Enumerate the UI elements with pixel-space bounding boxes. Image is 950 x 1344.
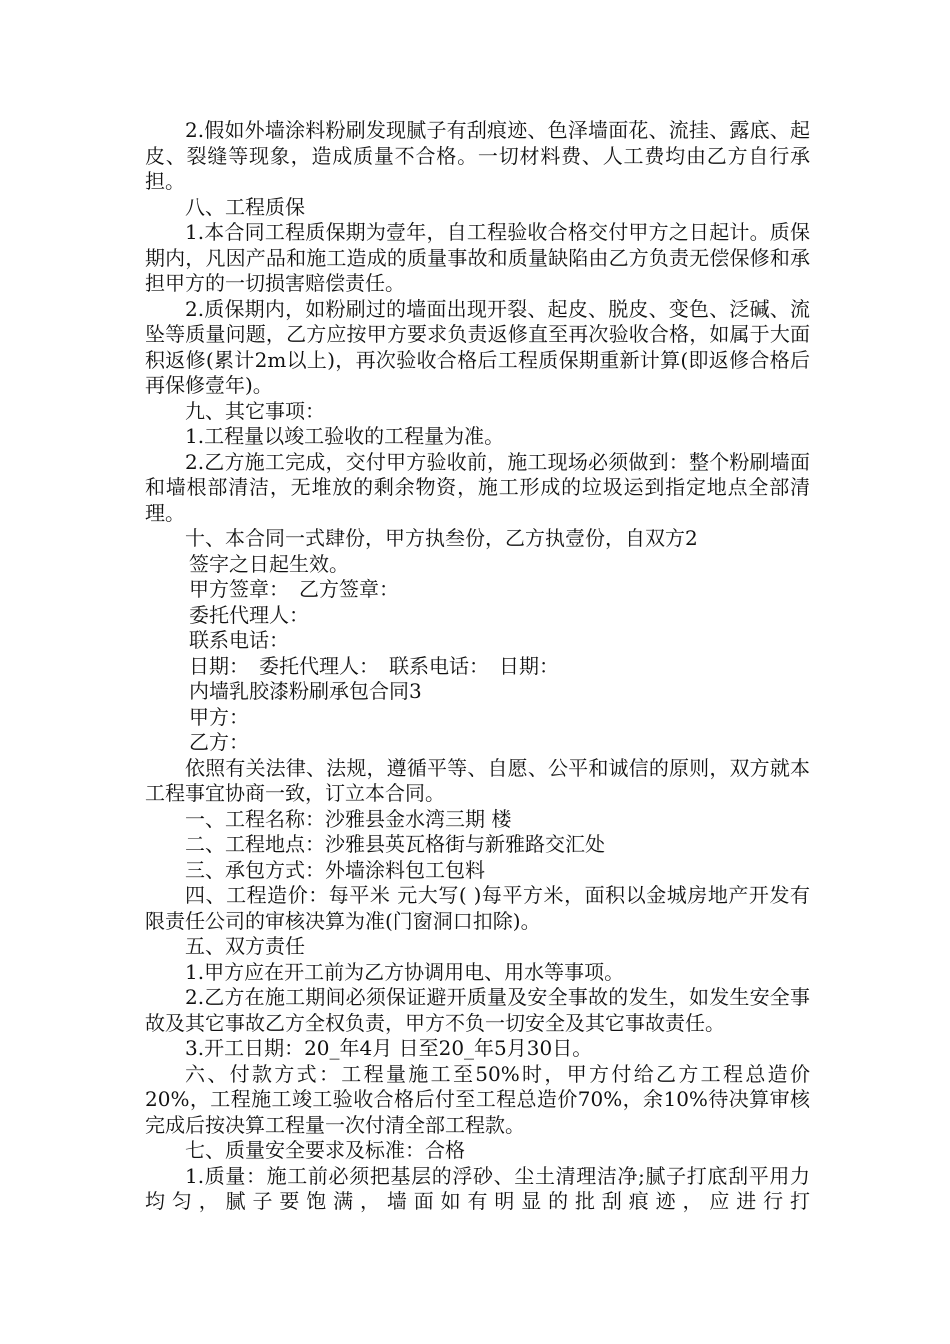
paragraph: 八、工程质保 xyxy=(185,194,305,219)
paragraph: 乙方： xyxy=(189,730,249,754)
paragraph: 签字之日起生效。 xyxy=(189,551,349,576)
paragraph: 2.质保期内，如粉刷过的墙面出现开裂、起皮、脱皮、变色、泛碱、流坠等质量问题，乙方应按甲方要求负责返修直至再次验收合格，如属于大面积返修(累计2m以上)，再次验收合格后工程质保期重新计算(即返修合格后再保修壹年)。 xyxy=(145,296,810,397)
paragraph: 七、质量安全要求及标准：合格 xyxy=(185,1138,465,1162)
paragraph: 依照有关法律、法规，遵循平等、自愿、公平和诚信的原则，双方就本工程事宜协商一致，订立本合同。 xyxy=(145,755,810,805)
paragraph: 十、本合同一式肆份，甲方执叁份，乙方执壹份，自双方2 xyxy=(185,526,698,550)
paragraph: 3.开工日期：20_年4月 日至20_年5月30日。 xyxy=(185,1036,593,1060)
paragraph: 2.乙方施工完成，交付甲方验收前，施工现场必须做到：整个粉刷墙面和墙根部清洁，无堆放的剩余物资，施工形成的垃圾运到指定地点全部清理。 xyxy=(145,449,810,525)
paragraph: 四、工程造价：每平米 元大写( )每平方米，面积以金城房地产开发有限责任公司的审核决算为准(门窗洞口扣除)。 xyxy=(145,883,810,933)
paragraph: 甲方签章： 乙方签章： xyxy=(189,577,399,601)
paragraph: 2.乙方在施工期间必须保证避开质量及安全事故的发生，如发生安全事故及其它事故乙方全权负责，甲方不负一切安全及其它事故责任。 xyxy=(145,985,810,1035)
paragraph: 六、付款方式：工程量施工至50%时，甲方付给乙方工程总造价20%，工程施工竣工验收合格后付至工程总造价70%，余10%待决算审核完成后按决算工程量一次付清全部工程款。 xyxy=(145,1061,810,1137)
paragraph: 联系电话： xyxy=(189,628,289,652)
paragraph: 1.工程量以竣工验收的工程量为准。 xyxy=(185,424,505,448)
paragraph: 日期： 委托代理人： 联系电话： 日期： xyxy=(189,653,559,678)
paragraph: 1.质量：施工前必须把基层的浮砂、尘土清理洁净;腻子打底刮平用力均匀，腻子要饱满，墙面如有明显的批刮痕迹，应进行打 xyxy=(145,1163,810,1213)
paragraph: 九、其它事项： xyxy=(185,398,325,423)
paragraph: 内墙乳胶漆粉刷承包合同3 xyxy=(189,679,422,703)
paragraph: 二、工程地点：沙雅县英瓦格街与新雅路交汇处 xyxy=(185,832,605,856)
paragraph: 一、工程名称：沙雅县金水湾三期 楼 xyxy=(185,806,512,831)
paragraph: 甲方： xyxy=(189,704,249,729)
paragraph: 委托代理人： xyxy=(189,602,309,627)
paragraph: 三、承包方式：外墙涂料包工包料 xyxy=(185,857,485,882)
document-body xyxy=(145,118,810,1215)
paragraph: 1.甲方应在开工前为乙方协调用电、用水等事项。 xyxy=(185,959,625,984)
paragraph: 2.假如外墙涂料粉刷发现腻子有刮痕迹、色泽墙面花、流挂、露底、起皮、裂缝等现象，造成质量不合格。一切材料费、人工费均由乙方自行承担。 xyxy=(145,118,810,193)
paragraph: 五、双方责任 xyxy=(185,934,305,958)
paragraph: 1.本合同工程质保期为壹年，自工程验收合格交付甲方之日起计。质保期内，凡因产品和施工造成的质量事故和质量缺陷由乙方负责无偿保修和承担甲方的一切损害赔偿责任。 xyxy=(145,220,810,295)
